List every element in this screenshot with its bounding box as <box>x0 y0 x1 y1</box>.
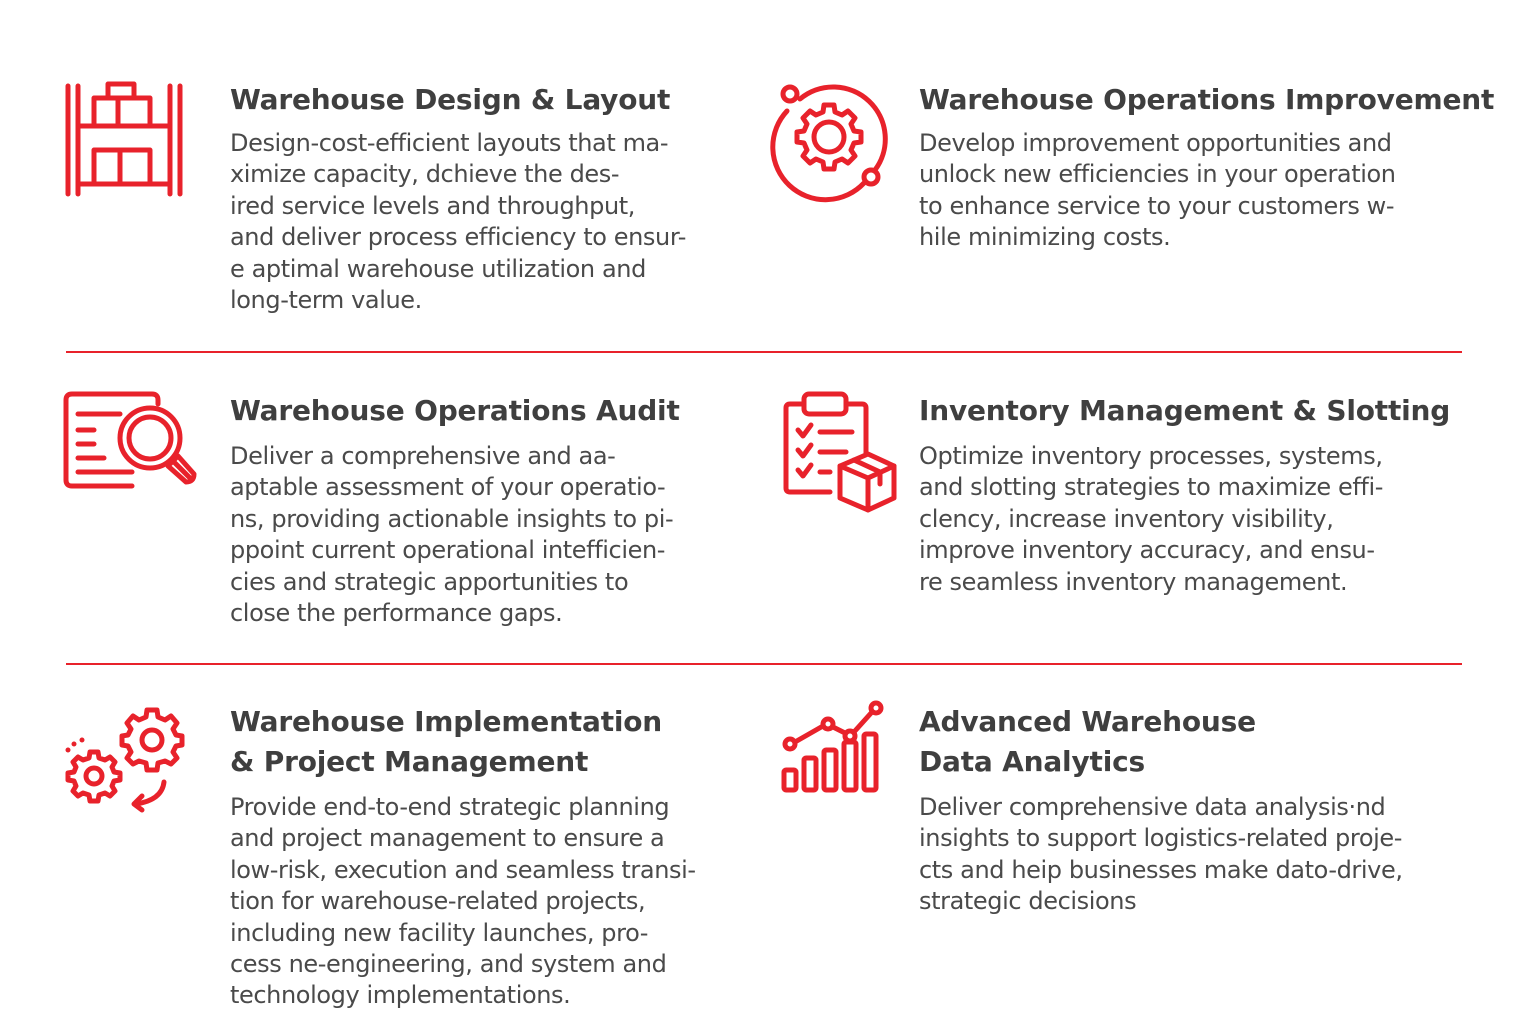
service-description: Provide end-to-end strategic planning and project management to ensure a low-risk, execution and seamless transi- tion for warehouse-related projects, including new facility launches, pro- cess ne-engineering, and system and technology implementations. <box>230 793 696 1010</box>
gear-orbit-icon <box>772 80 890 202</box>
section-divider <box>66 351 1462 353</box>
service-description: Deliver comprehensive data analysis·nd insights to support logistics-related proje- cts and heip businesses make dato-drive, strategic decisions <box>919 793 1403 916</box>
clipboard-box-icon <box>784 392 896 514</box>
gears-cycle-icon <box>64 704 186 812</box>
service-description: Optimize inventory processes, systems, and slotting strategies to maximize effi- clency, increase inventory visibility, improve inventory accuracy, and ensu- re seamless inventory management. <box>919 442 1383 596</box>
service-title: Advanced Warehouse <box>919 705 1256 738</box>
service-title: Inventory Management & Slotting <box>919 394 1451 427</box>
service-title-line2: Data Analytics <box>919 745 1145 778</box>
service-title-line2: & Project Management <box>230 745 589 778</box>
service-title: Warehouse Design & Layout <box>230 83 671 116</box>
service-description: Deliver a comprehensive and aa- aptable assessment of your operatio- ns, providing actionable insights to pi- ppoint current operational intefficien- cies and strategic apportunities to close the performance gaps. <box>230 442 674 628</box>
section-divider <box>66 663 1462 665</box>
document-magnifier-icon <box>64 392 196 488</box>
service-description: Develop improvement opportunities and unlock new efficiencies in your operation to enhance service to your customers w- hile minimizing costs. <box>919 129 1396 252</box>
service-title: Warehouse Operations Audit <box>230 394 680 427</box>
service-title: Warehouse Implementation <box>230 705 663 738</box>
bar-chart-trend-icon <box>780 700 884 794</box>
warehouse-shelf-icon <box>64 82 184 198</box>
service-description: Design-cost-efficient layouts that ma- ximize capacity, dchieve the des- ired service levels and throughput, and deliver process efficiency to ensur- e aptimal warehouse utilization and long-term value. <box>230 129 687 315</box>
service-title: Warehouse Operations Improvement <box>919 83 1495 116</box>
